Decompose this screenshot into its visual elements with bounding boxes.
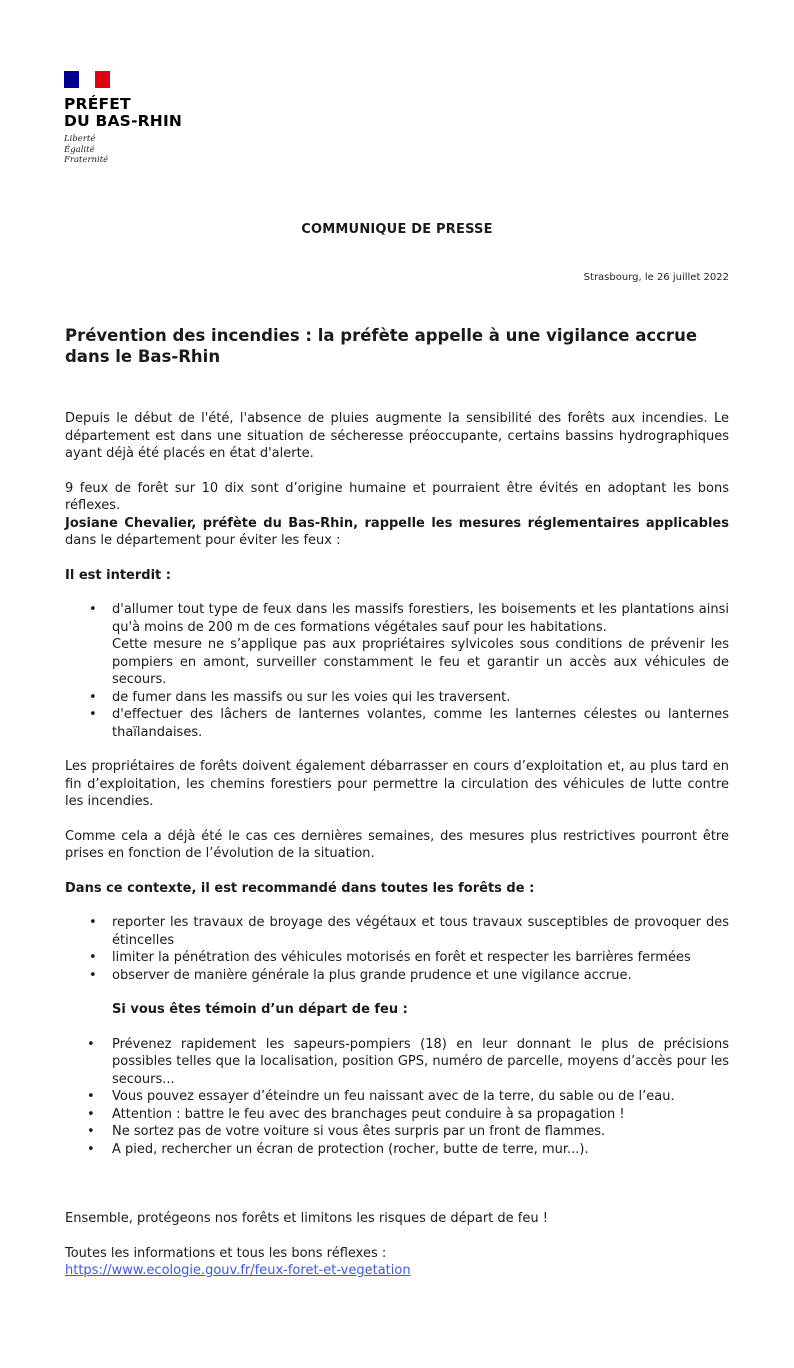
- list-item: • Ne sortez pas de votre voiture si vous êtes surpris par un front de flammes.: [87, 1124, 606, 1139]
- recommended-list: [65, 914, 729, 984]
- paragraph-human-origin: 9 feux de forêt sur 10 dix sont d’origine humaine et pourraient être évités en adoptant les bons réflexes.: [65, 480, 729, 513]
- paragraph-measures-intro: Josiane Chevalier, préfète du Bas-Rhin, rappelle les mesures réglementaires applicables dans le département pour éviter les feux :: [65, 515, 729, 548]
- dateline: Strasbourg, le 26 juillet 2022: [583, 272, 729, 283]
- list-item: • A pied, rechercher un écran de protection (rocher, butte de terre, mur...).: [87, 1141, 589, 1157]
- bullet-icon: •: [89, 967, 97, 983]
- bullet-icon: •: [89, 707, 97, 722]
- bullet-icon: •: [89, 689, 97, 705]
- bullet-icon: •: [87, 1124, 95, 1139]
- list-item: • Prévenez rapidement les sapeurs-pompiers (18) en leur donnant le plus de précisions possibles telles que la localisation, position GPS, numéro de parcelle, moyens d’accès pour les secours...: [87, 1036, 729, 1087]
- forbidden-list: [65, 601, 729, 741]
- witness-list: [65, 1036, 729, 1159]
- forbidden-heading: Il est interdit :: [65, 567, 171, 583]
- info-link[interactable]: https://www.ecologie.gouv.fr/feux-foret-et-vegetation: [65, 1263, 411, 1278]
- french-flag-icon: [64, 71, 110, 88]
- page-title: Prévention des incendies : la préfète appelle à une vigilance accrue dans le Bas-Rhin: [65, 326, 698, 366]
- info-label: Toutes les informations et tous les bons réflexes :: [65, 1245, 387, 1261]
- press-release-body: [65, 410, 729, 1280]
- document-type: COMMUNIQUE DE PRESSE: [301, 222, 493, 237]
- paragraph-owners: Les propriétaires de forêts doivent également débarrasser en cours d’exploitation et, au plus tard en fin d’exploitation, les chemins forestiers pour permettre la circulation des véhicules de lutte contre les incendies.: [65, 759, 729, 809]
- witness-heading: Si vous êtes témoin d’un départ de feu :: [112, 1002, 408, 1017]
- paragraph-context: Depuis le début de l'été, l'absence de pluies augmente la sensibilité des forêts aux incendies. Le département est dans une situation de sécheresse préoccupante, certains bassins hydrographiques ayant déjà été placés en état d'alerte.: [65, 411, 729, 461]
- recommended-heading: Dans ce contexte, il est recommandé dans toutes les forêts de :: [65, 880, 535, 896]
- list-item: • Vous pouvez essayer d’éteindre un feu naissant avec de la terre, du sable ou de l’eau.: [87, 1089, 675, 1104]
- list-item: • limiter la pénétration des véhicules motorisés en forêt et respecter les barrières fermées: [89, 950, 691, 965]
- republic-motto: Liberté Égalité Fraternité: [64, 134, 109, 165]
- list-item: • Attention : battre le feu avec des branchages peut conduire à sa propagation !: [87, 1106, 625, 1122]
- bullet-icon: •: [87, 1089, 95, 1104]
- paragraph-restrictions: Comme cela a déjà été le cas ces dernières semaines, des mesures plus restrictives pourront être prises en fonction de l’évolution de la situation.: [65, 828, 729, 861]
- list-item: • de fumer dans les massifs ou sur les voies qui les traversent.: [89, 689, 511, 705]
- bullet-icon: •: [89, 602, 97, 617]
- bullet-icon: •: [87, 1141, 95, 1157]
- list-item: • reporter les travaux de broyage des végétaux et tous travaux susceptibles de provoquer des étincelles: [89, 915, 729, 948]
- institution-name: PRÉFET DU BAS-RHIN: [64, 95, 183, 130]
- list-item: • d'allumer tout type de feux dans les massifs forestiers, les boisements et les plantations ainsi qu'à moins de 200 m de ces formations végétales sauf pour les habitations. Cette mesure ne s’applique pas aux propriétaires sylvicoles sous conditions de prévenir les pompiers en amont, surveiller constamment le feu et garantir un accès aux véhicules de secours.: [89, 602, 729, 687]
- closing-line: Ensemble, protégeons nos forêts et limitons les risques de départ de feu !: [65, 1211, 548, 1226]
- bullet-icon: •: [89, 950, 97, 965]
- list-item: • observer de manière générale la plus grande prudence et une vigilance accrue.: [89, 967, 632, 983]
- bullet-icon: •: [87, 1106, 95, 1122]
- info-link-line: [65, 1262, 729, 1280]
- list-item: • d'effectuer des lâchers de lanternes volantes, comme les lanternes célestes ou lanternes thaïlandaises.: [89, 707, 729, 740]
- exception-note: Cette mesure ne s’applique pas aux propriétaires sylvicoles sous conditions de prévenir les pompiers en amont, surveiller constamment le feu et garantir un accès aux véhicules de secours.: [112, 637, 729, 687]
- prefecture-logo: [64, 71, 182, 166]
- bullet-icon: •: [87, 1036, 95, 1052]
- bullet-icon: •: [89, 915, 97, 930]
